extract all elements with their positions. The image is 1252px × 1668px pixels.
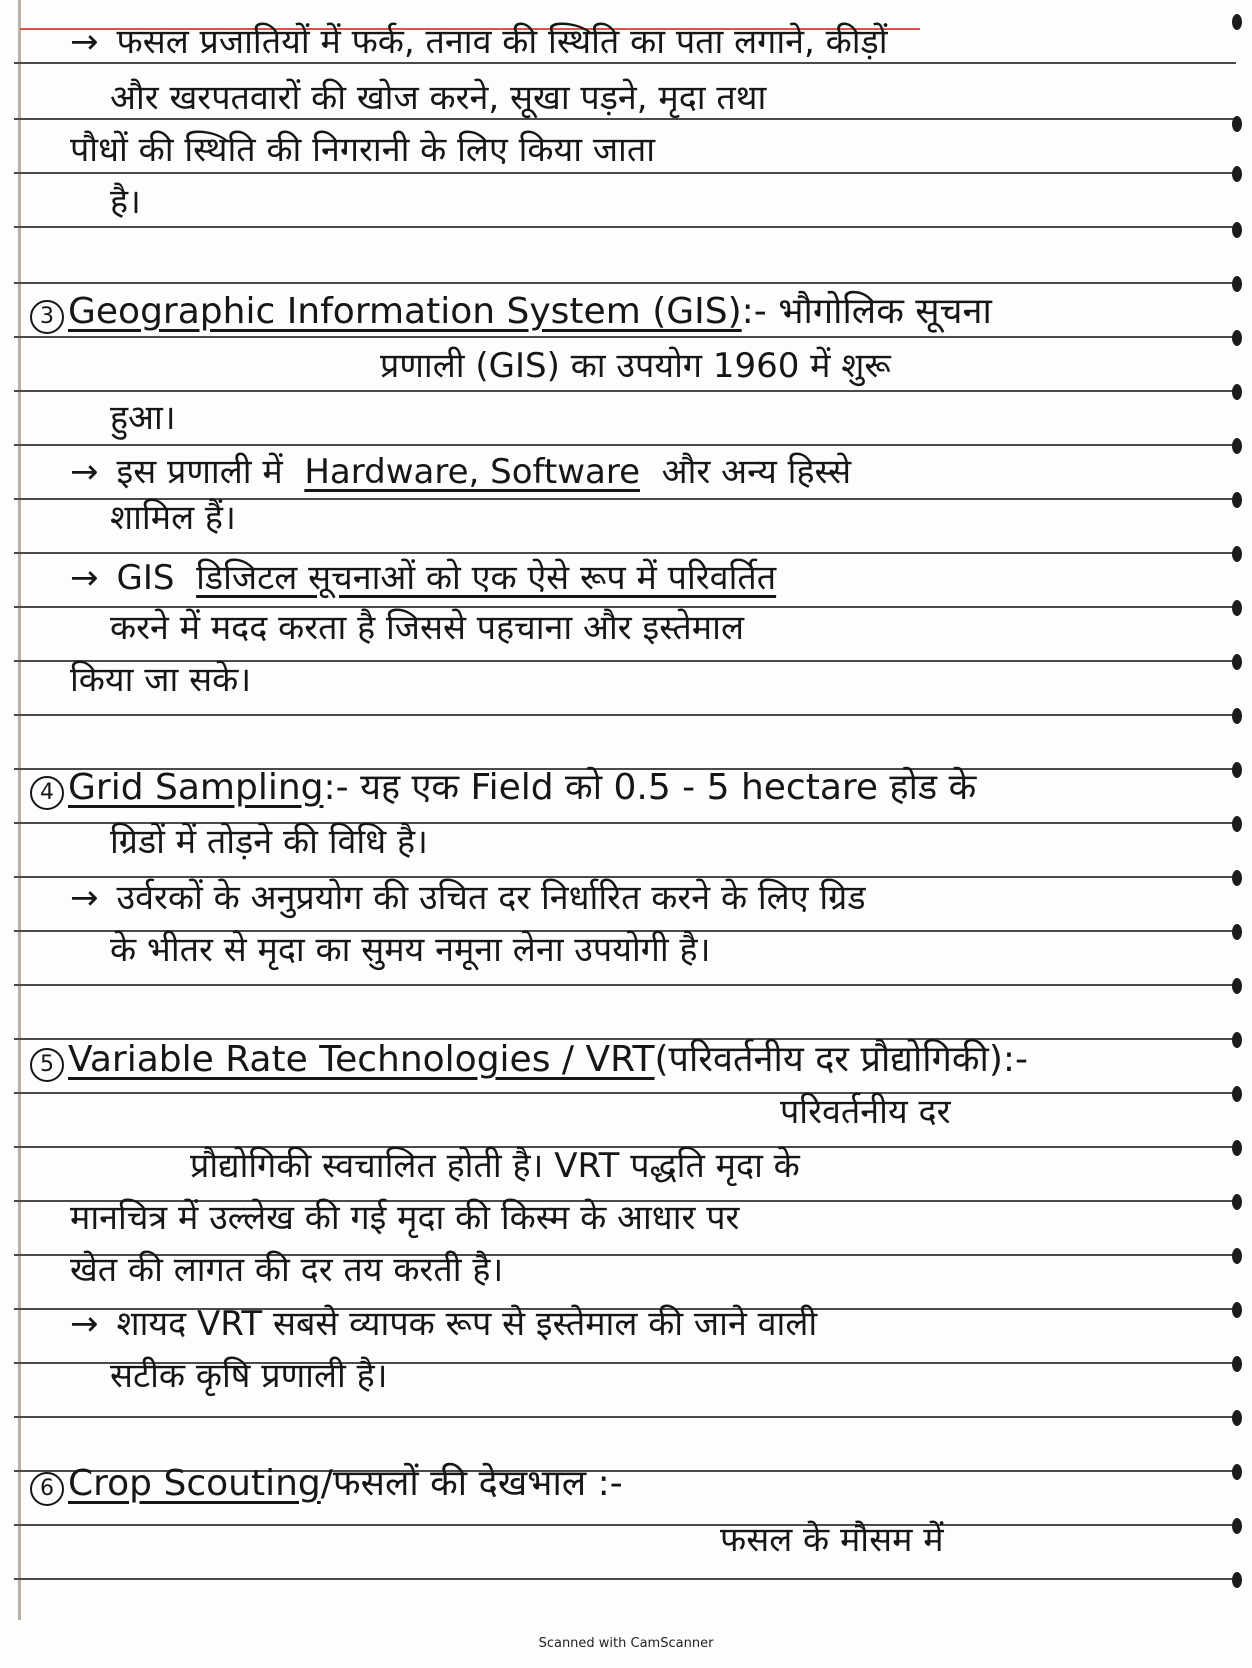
ruled-line: [14, 226, 1236, 228]
bullet-arrow: →: [70, 1304, 99, 1344]
s4-bullet1-cont: के भीतर से मृदा का सुमय नमूना लेना उपयोगी है।: [110, 930, 711, 970]
spiral-hole: [1232, 708, 1242, 724]
section-number: 3: [30, 300, 64, 334]
spiral-hole: [1232, 330, 1242, 346]
p1-line2: और खरपतवारों की खोज करने, सूखा पड़ने, मृदा तथा: [110, 78, 767, 118]
s3-bullet2: → GIS डिजिटल सूचनाओं को एक ऐसे रूप में परिवर्तित: [70, 558, 777, 598]
spiral-hole: [1232, 1032, 1242, 1048]
spiral-hole: [1232, 1194, 1242, 1210]
spiral-hole: [1232, 546, 1242, 562]
spiral-hole: [1232, 1140, 1242, 1156]
p1-line3: पौधों की स्थिति की निगरानी के लिए किया जाता: [70, 130, 656, 170]
spiral-hole: [1232, 384, 1242, 400]
section-4-heading: 4 Grid Sampling:- यह एक Field को 0.5 - 5 hectare होड के: [30, 766, 1192, 810]
spiral-hole: [1232, 762, 1242, 778]
section-3-heading: 3 Geographic Information System (GIS):- भौगोलिक सूचना: [30, 290, 1192, 334]
section-title: Grid Sampling: [68, 767, 324, 808]
ruled-line: [14, 984, 1236, 986]
spiral-hole: [1232, 116, 1242, 132]
spiral-hole: [1232, 1086, 1242, 1102]
spiral-hole: [1232, 654, 1242, 670]
spiral-hole: [1232, 1518, 1242, 1534]
s6-line2: फसल के मौसम में: [720, 1520, 944, 1560]
s5-line2: परिवर्तनीय दर: [780, 1092, 951, 1132]
spiral-hole: [1232, 222, 1242, 238]
ruled-line: [14, 336, 1236, 338]
bullet-arrow: →: [70, 452, 99, 492]
s4-bullet1: → उर्वरकों के अनुप्रयोग की उचित दर निर्धारित करने के लिए ग्रिड: [70, 878, 866, 918]
spiral-hole: [1232, 978, 1242, 994]
s5-bullet1-cont: सटीक कृषि प्रणाली है।: [110, 1356, 388, 1396]
s5-line4: मानचित्र में उल्लेख की गई मृदा की किस्म के आधार पर: [70, 1198, 740, 1238]
spiral-hole: [1232, 870, 1242, 886]
s5-bullet1: → शायद VRT सबसे व्यापक रूप से इस्तेमाल की जाने वाली: [70, 1304, 818, 1344]
s3-line2: प्रणाली (GIS) का उपयोग 1960 में शुरू: [380, 346, 891, 386]
s4-line2: ग्रिडों में तोड़ने की विधि है।: [110, 822, 428, 862]
ruled-line: [14, 282, 1236, 284]
section-title: Geographic Information System (GIS): [68, 291, 742, 332]
s3-line3: हुआ।: [110, 398, 176, 438]
spiral-hole: [1232, 1356, 1242, 1372]
section-title: Variable Rate Technologies / VRT: [68, 1039, 655, 1080]
scanner-watermark: Scanned with CamScanner: [538, 1636, 714, 1651]
p1-line1: → फसल प्रजातियों में फर्क, तनाव की स्थिति का पता लगाने, कीड़ों: [70, 22, 888, 62]
section-number: 4: [30, 776, 64, 810]
s3-bullet1: → इस प्रणाली में Hardware, Software और अन्य हिस्से: [70, 452, 852, 492]
section-number: 6: [30, 1472, 64, 1506]
spiral-hole: [1232, 14, 1242, 30]
spiral-hole: [1232, 1302, 1242, 1318]
section-5-heading: 5 Variable Rate Technologies / VRT(परिवर्तनीय दर प्रौद्योगिकी):-: [30, 1038, 1192, 1082]
s5-line5: खेत की लागत की दर तय करती है।: [70, 1250, 504, 1290]
spiral-hole: [1232, 1572, 1242, 1588]
section-title: Crop Scouting: [68, 1463, 321, 1504]
ruled-line: [14, 172, 1236, 174]
spiral-hole: [1232, 1410, 1242, 1426]
section-number: 5: [30, 1048, 64, 1082]
spiral-hole: [1232, 1464, 1242, 1480]
ruled-line: [14, 444, 1236, 446]
margin-line: [18, 0, 21, 1620]
bullet-arrow: →: [70, 22, 99, 62]
spiral-hole: [1232, 438, 1242, 454]
spiral-hole: [1232, 492, 1242, 508]
spiral-hole: [1232, 600, 1242, 616]
ruled-line: [14, 552, 1236, 554]
ruled-line: [14, 1416, 1236, 1418]
s3-bullet1-cont: शामिल हैं।: [110, 498, 236, 538]
bullet-arrow: →: [70, 558, 99, 598]
spiral-hole: [1232, 166, 1242, 182]
s3-bullet2-cont: करने में मदद करता है जिससे पहचाना और इस्तेमाल: [110, 608, 744, 648]
bullet-arrow: →: [70, 878, 99, 918]
ruled-line: [14, 390, 1236, 392]
section-6-heading: 6 Crop Scouting/फसलों की देखभाल :-: [30, 1462, 1192, 1506]
ruled-line: [14, 714, 1236, 716]
s3-bullet2-end: किया जा सके।: [70, 660, 252, 700]
spiral-hole: [1232, 276, 1242, 292]
p1-line4: है।: [110, 182, 141, 222]
ruled-line: [14, 1578, 1236, 1580]
spiral-hole: [1232, 924, 1242, 940]
spiral-hole: [1232, 1248, 1242, 1264]
s5-line3: प्रौद्योगिकी स्वचालित होती है। VRT पद्धति मृदा के: [190, 1146, 800, 1186]
spiral-hole: [1232, 816, 1242, 832]
